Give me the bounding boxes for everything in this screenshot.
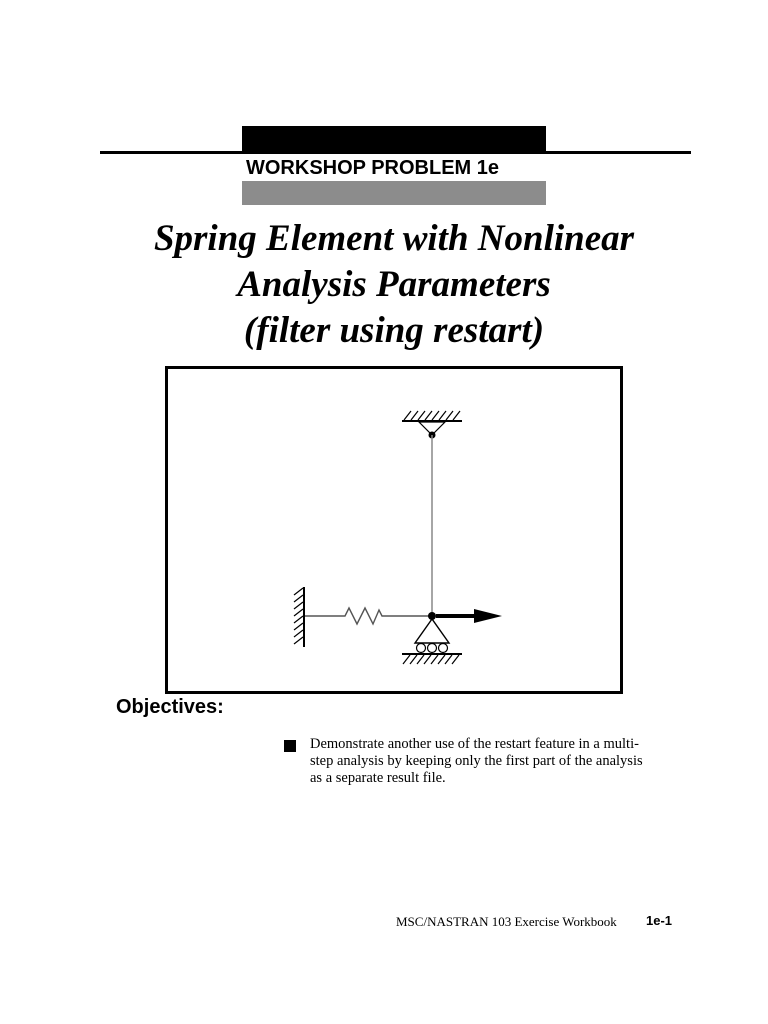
page-number: 1e-1 <box>646 913 673 928</box>
title-line-3: (filter using restart) <box>243 310 545 351</box>
objective-line-3: as a separate result file. <box>310 770 446 786</box>
objectives-heading: Objectives: <box>116 696 224 718</box>
objective-item <box>310 736 680 787</box>
objective-line-1: Demonstrate another use of the restart feature in a multi- <box>310 736 639 752</box>
page-title <box>84 216 704 354</box>
spring-model-svg <box>168 369 620 691</box>
force-arrow <box>436 609 502 623</box>
top-fixed-support <box>402 411 462 439</box>
header-rule <box>100 151 691 154</box>
header-gray-bar <box>242 181 546 205</box>
header-black-bar <box>242 126 546 153</box>
roller-support <box>402 619 462 664</box>
spring-element <box>305 608 432 624</box>
title-line-1: Spring Element with Nonlinear <box>153 218 635 259</box>
bullet-square-icon <box>284 740 296 752</box>
workshop-label: WORKSHOP PROBLEM 1e <box>246 157 499 179</box>
model-diagram <box>165 366 623 694</box>
left-wall-support <box>294 587 304 647</box>
title-line-2: Analysis Parameters <box>237 264 551 305</box>
footer-book-title: MSC/NASTRAN 103 Exercise Workbook <box>396 914 617 929</box>
objective-line-2: step analysis by keeping only the first part of the analysis <box>310 753 643 769</box>
